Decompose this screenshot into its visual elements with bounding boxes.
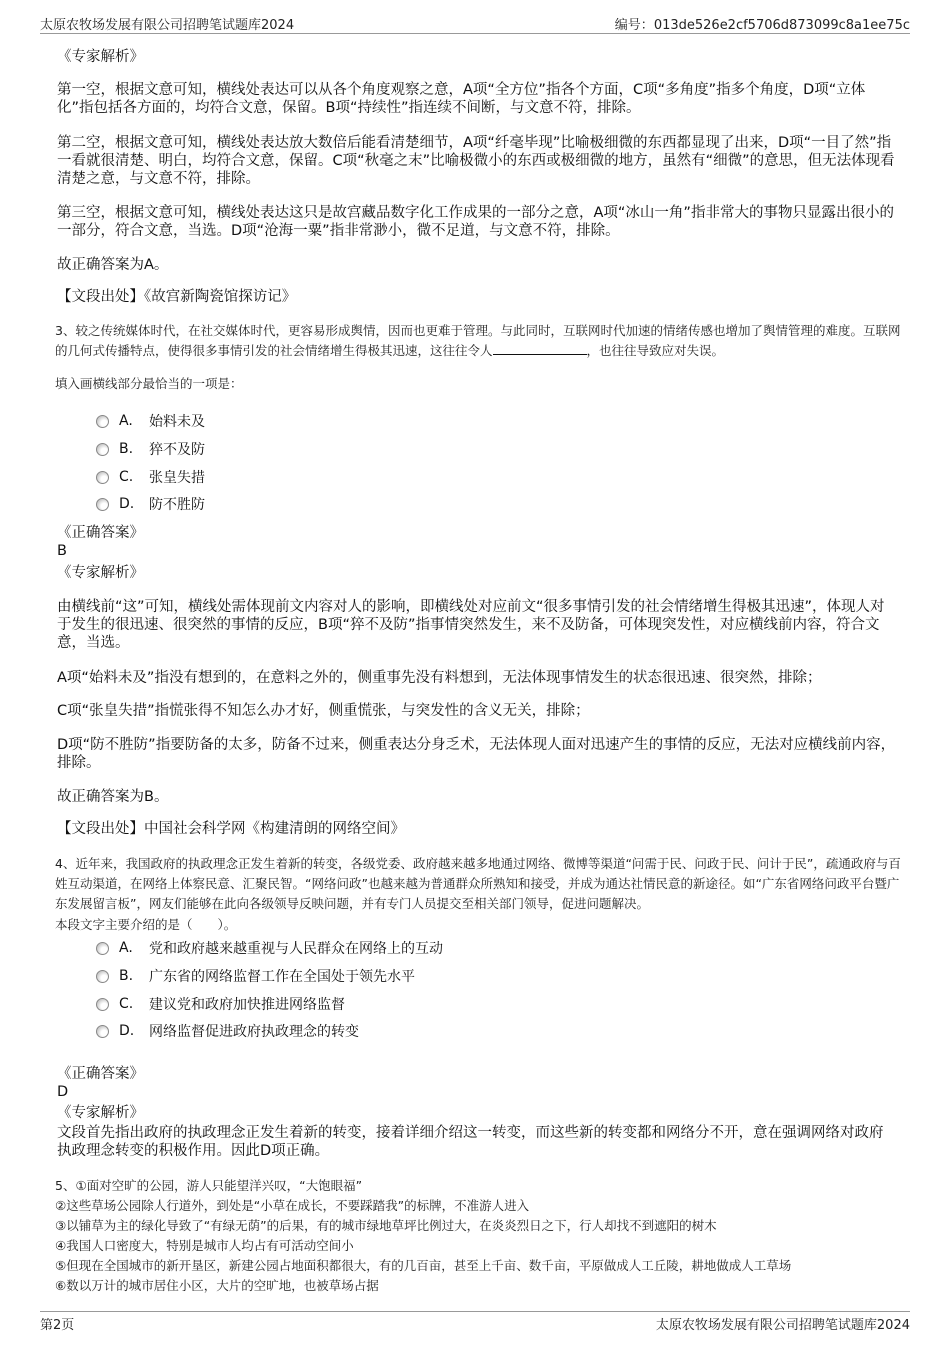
question-4-prompt: 本段文字主要介绍的是（ ）。 — [55, 917, 237, 932]
answer-value: B — [57, 543, 67, 559]
radio-icon[interactable] — [96, 998, 109, 1011]
option-c[interactable]: C. 张皇失措 — [96, 467, 205, 487]
radio-icon[interactable] — [96, 471, 109, 484]
analysis-label: 《专家解析》 — [57, 49, 144, 65]
answer-blank — [493, 342, 587, 355]
option-b[interactable]: B. 猝不及防 — [96, 439, 205, 459]
answer-label: 《正确答案》 — [57, 525, 144, 541]
footer-title: 太原农牧场发展有限公司招聘笔试题库2024 — [655, 1318, 910, 1333]
analysis-paragraph: A项“始料未及”指没有想到的，在意料之外的，侧重事先没有料想到，无法体现事情发生的状态很迅速、很突然，排除； — [57, 670, 822, 686]
option-b[interactable]: B. 广东省的网络监督工作在全国处于领先水平 — [96, 966, 415, 986]
option-d[interactable]: D. 网络监督促进政府执政理念的转变 — [96, 1021, 359, 1041]
option-d[interactable]: D. 防不胜防 — [96, 494, 205, 514]
analysis-paragraph: 第一空，根据文意可知，横线处表达可以从各个角度观察之意，A项“全方位”指各个方面，C项“多角度”指多个角度，D项“立体化”指包括各方面的，均符合文意，保留。B项“持续性”指连续不间断，与文意不符，排除。 — [57, 82, 866, 116]
question-3-prompt: 填入画横线部分最恰当的一项是： — [55, 376, 243, 391]
question-5-line: ③以铺草为主的绿化导致了“有绿无荫”的后果，有的城市绿地草坪比例过大，在炎炎烈日之下，行人却找不到遮阳的树木 — [55, 1218, 717, 1233]
question-5-line: ②这些草场公园除人行道外，到处是“小草在成长，不要踩踏我”的标牌，不准游人进入 — [55, 1198, 530, 1213]
question-5-line: 5、①面对空旷的公园，游人只能望洋兴叹，“大饱眼福” — [55, 1178, 363, 1193]
footer-divider — [40, 1311, 910, 1312]
analysis-paragraph: 第二空，根据文意可知，横线处表达放大数倍后能看清楚细节，A项“纤毫毕现”比喻极细微的东西都显现了出来，D项“一目了然”指一看就很清楚、明白，均符合文意，保留。C项“秋毫之末”比喻极微小的东西或极细微的地方，虽然有“细微”的意思，但无法体现看清楚之意，与文意不符，排除。 — [57, 135, 895, 187]
option-a[interactable]: A. 始料未及 — [96, 411, 205, 431]
option-c[interactable]: C. 建议党和政府加快推进网络监督 — [96, 994, 345, 1014]
header-divider — [40, 33, 910, 34]
analysis-label: 《专家解析》 — [57, 1105, 144, 1121]
radio-icon[interactable] — [96, 1025, 109, 1038]
answer-label: 《正确答案》 — [57, 1066, 144, 1082]
analysis-label: 《专家解析》 — [57, 565, 144, 581]
analysis-paragraph: 第三空，根据文意可知，横线处表达这只是故宫藏品数字化工作成果的一部分之意，A项“冰山一角”指非常大的事物只显露出很小的一部分，符合文意，当选。D项“沧海一粟”指非常渺小，微不足道，与文意不符，排除。 — [57, 205, 894, 239]
analysis-paragraph: 文段首先指出政府的执政理念正发生着新的转变，接着详细介绍这一转变，而这些新的转变都和网络分不开，意在强调网络对政府执政理念转变的积极作用。因此D项正确。 — [57, 1125, 884, 1159]
analysis-paragraph: D项“防不胜防”指要防备的太多，防备不过来，侧重表达分身乏术，无法体现人面对迅速产生的事情的反应，无法对应横线前内容，排除。 — [57, 737, 896, 771]
code-label: 编号： — [614, 18, 654, 33]
source: 【文段出处】《故宫新陶瓷馆探访记》 — [57, 289, 297, 305]
source: 【文段出处】中国社会科学网《构建清朗的网络空间》 — [57, 821, 405, 837]
radio-icon[interactable] — [96, 443, 109, 456]
radio-icon[interactable] — [96, 942, 109, 955]
answer-value: D — [57, 1084, 69, 1100]
document-code — [615, 14, 910, 33]
analysis-paragraph: C项“张皇失措”指慌张得不知怎么办才好，侧重慌张，与突发性的含义无关，排除； — [57, 703, 590, 719]
radio-icon[interactable] — [96, 415, 109, 428]
radio-icon[interactable] — [96, 498, 109, 511]
conclusion: 故正确答案为A。 — [57, 257, 169, 273]
conclusion: 故正确答案为B。 — [57, 789, 169, 805]
code-value: 013de526e2cf5706d873099c8a1ee75c — [653, 18, 910, 33]
question-5-line: ⑤但现在全国城市的新开垦区，新建公园占地面积都很大，有的几百亩，甚至上千亩、数千亩，平原做成人工丘陵，耕地做成人工草场 — [55, 1258, 792, 1273]
option-a[interactable]: A. 党和政府越来越重视与人民群众在网络上的互动 — [96, 938, 443, 958]
analysis-paragraph: 由横线前“这”可知，横线处需体现前文内容对人的影响，即横线处对应前文“很多事情引发的社会情绪增生得极其迅速”，体现人对于发生的很迅速、很突然的事情的反应，B项“猝不及防”指事情突然发生，来不及防备，可体现突发性，对应横线前内容，符合文意，当选。 — [57, 599, 885, 651]
question-5-line: ⑥数以万计的城市居住小区，大片的空旷地，也被草场占据 — [55, 1278, 379, 1293]
question-4-stem: 4、近年来，我国政府的执政理念正发生着新的转变，各级党委、政府越来越多地通过网络、微博等渠道“问需于民、问政于民、问计于民”，疏通政府与百姓互动渠道，在网络上体察民意、汇聚民智。“网络问政”也越来越为普通群众所熟知和接受，并成为通达社情民意的新途径。如“广东省网络问政平台暨广东发展留言板”，网友们能够在此向各级领导反映问题，并有专门人员提交至相关部门领导，促进问题解决。 — [55, 856, 901, 911]
header-title: 太原农牧场发展有限公司招聘笔试题库2024 — [40, 18, 295, 33]
question-3-stem: 3、较之传统媒体时代，在社交媒体时代，更容易形成舆情，因而也更难于管理。与此同时，互联网时代加速的情绪传感也增加了舆情管理的难度。互联网的几何式传播特点，使得很多事情引发的社会情绪增生得极其迅速，这往往令人 ，也往往导致应对失误。 — [55, 323, 901, 358]
radio-icon[interactable] — [96, 970, 109, 983]
question-5-line: ④我国人口密度大，特别是城市人均占有可活动空间小 — [55, 1238, 354, 1253]
page-number: 第2页 — [40, 1318, 75, 1333]
